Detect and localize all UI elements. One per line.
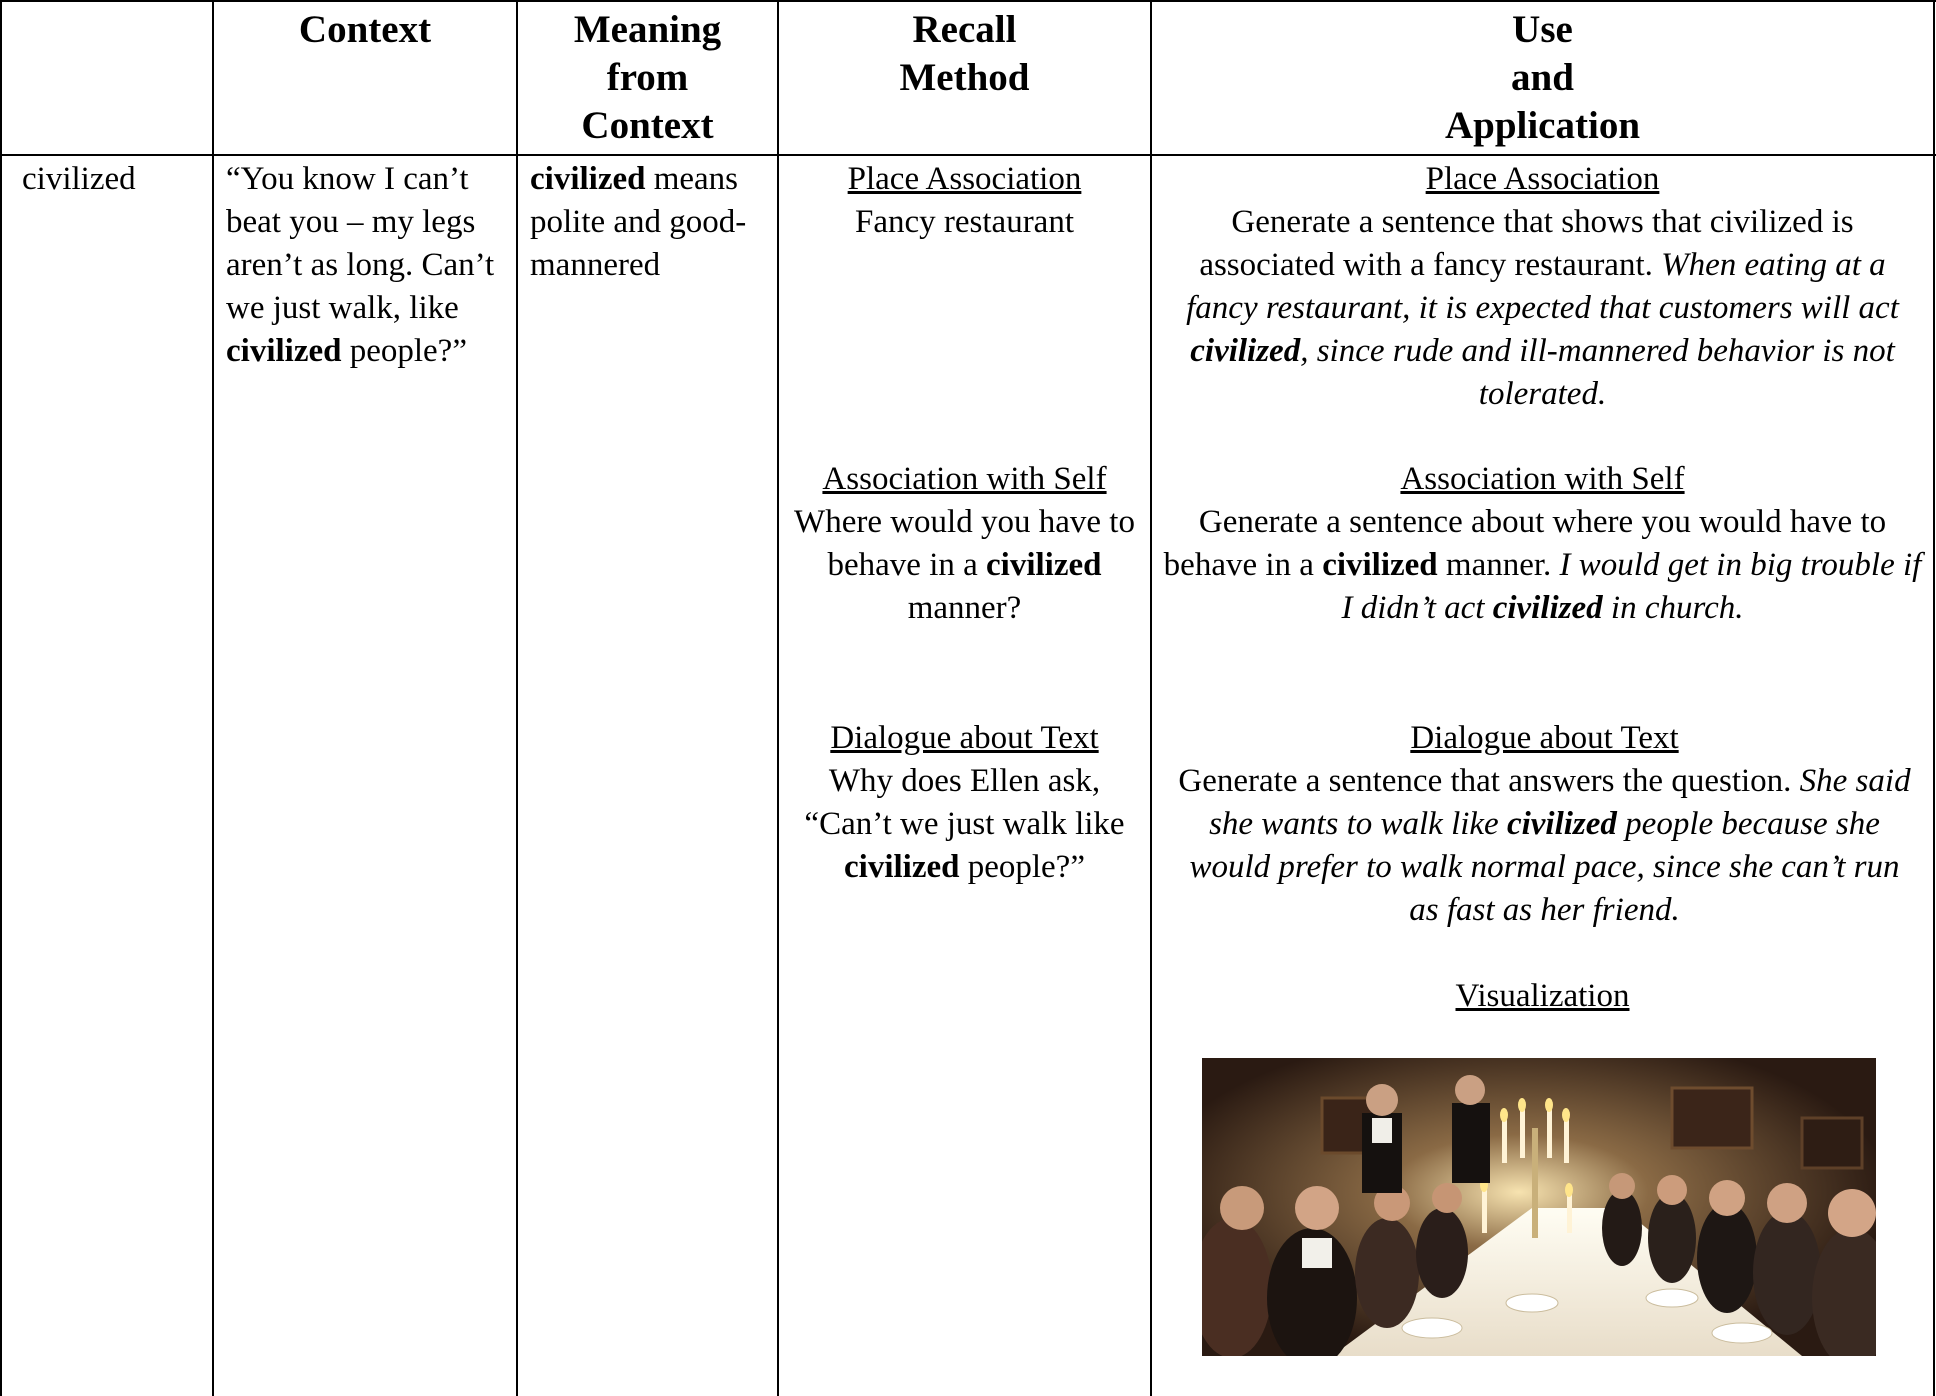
meaning-word: civilized: [530, 161, 646, 197]
header-use: [1152, 6, 1933, 150]
col-divider-1: [212, 0, 214, 1396]
use-self-prompt-a: Generate a sentence about where you would have to behave in a: [1163, 504, 1887, 583]
recall-self-text-b: manner?: [907, 590, 1022, 626]
header-meaning: [518, 6, 777, 150]
recall-dialogue-heading: Dialogue about Text: [830, 720, 1099, 756]
use-self-example-b: in church.: [1602, 590, 1744, 626]
use-dialogue-text: [1172, 760, 1917, 932]
header-recall-line2: Method: [899, 56, 1030, 99]
recall-dialogue-text-b: people?”: [959, 849, 1085, 885]
use-dialogue-example-a: She said she wants to walk like: [1209, 763, 1911, 842]
word-cell: [22, 158, 212, 201]
recall-place-text: Fancy restaurant: [855, 204, 1074, 240]
visualization-heading: Visualization: [1455, 978, 1630, 1014]
use-self-prompt-word: civilized: [1322, 547, 1438, 583]
use-dialogue-prompt: Generate a sentence that answers the question.: [1178, 763, 1800, 799]
meaning-text: [530, 158, 770, 287]
use-dialogue-example-word: civilized: [1506, 806, 1617, 842]
use-self-example-a: I would get in big trouble if I didn’t act: [1341, 547, 1922, 626]
header-use-line2: and: [1511, 56, 1574, 99]
context-quote-text: “You know I can’t beat you – my legs aren’t as long. Can’t we just walk, like: [226, 161, 495, 326]
context-quote: [226, 158, 510, 373]
use-place-example-word: civilized: [1190, 333, 1301, 369]
recall-place-heading: Place Association: [847, 161, 1082, 197]
recall-self-word: civilized: [986, 547, 1102, 583]
recall-dialogue: [784, 717, 1145, 889]
header-meaning-line3: Context: [581, 104, 714, 147]
recall-dialogue-word: civilized: [844, 849, 960, 885]
header-context: [214, 6, 516, 54]
use-self-heading: Association with Self: [1400, 461, 1685, 497]
recall-self-text-a: Where would you have to behave in a: [794, 504, 1135, 583]
table-top-border: [0, 0, 1936, 2]
use-dialogue-example-b: people because she would prefer to walk normal pace, since she can’t run as fast as her friend.: [1189, 806, 1900, 928]
recall-self: [789, 458, 1140, 630]
header-row-divider: [0, 154, 1936, 156]
vocabulary-word: civilized: [22, 161, 136, 197]
header-recall: [779, 6, 1150, 102]
header-context-label: Context: [298, 8, 432, 51]
header-use-line3: Application: [1444, 104, 1641, 147]
context-quote-word: civilized: [226, 333, 342, 369]
recall-place: [779, 158, 1150, 244]
formal-dinner-photo: [1202, 1058, 1876, 1356]
use-dialogue-heading: Dialogue about Text: [1410, 720, 1679, 756]
meaning-definition: means polite and good-mannered: [530, 161, 747, 283]
use-visualization: [1160, 975, 1925, 1018]
use-place-example-b: , since rude and ill-mannered behavior is not tolerated.: [1300, 333, 1895, 412]
recall-self-heading: Association with Self: [822, 461, 1107, 497]
use-self-text: [1160, 501, 1925, 630]
use-place-example-a: When eating at a fancy restaurant, it is expected that customers will act: [1186, 247, 1899, 326]
use-self-prompt-b: manner.: [1437, 547, 1560, 583]
recall-dialogue-text-a: Why does Ellen ask, “Can’t we just walk like: [804, 763, 1125, 842]
use-place-prompt: Generate a sentence that shows that civilized is associated with a fancy restaurant.: [1199, 204, 1854, 283]
header-meaning-line2: from: [606, 56, 689, 99]
use-self: [1160, 458, 1925, 630]
header-recall-line1: Recall: [912, 8, 1017, 51]
context-cell: [226, 158, 516, 373]
col-divider-4: [1150, 0, 1152, 1396]
use-self-example-word: civilized: [1492, 590, 1603, 626]
context-quote-end: people?”: [341, 333, 467, 369]
col-divider-2: [516, 0, 518, 1396]
table-left-border: [0, 0, 2, 1396]
header-meaning-line1: Meaning: [573, 8, 722, 51]
recall-dialogue-text: [784, 760, 1145, 889]
use-place-heading: Place Association: [1425, 161, 1660, 197]
table-right-border: [1933, 0, 1935, 1396]
meaning-cell: [530, 158, 770, 287]
use-place-text: [1160, 201, 1925, 416]
recall-self-text: [789, 501, 1140, 630]
use-place: [1160, 158, 1925, 416]
header-use-line1: Use: [1512, 8, 1573, 51]
use-dialogue: [1172, 717, 1917, 932]
